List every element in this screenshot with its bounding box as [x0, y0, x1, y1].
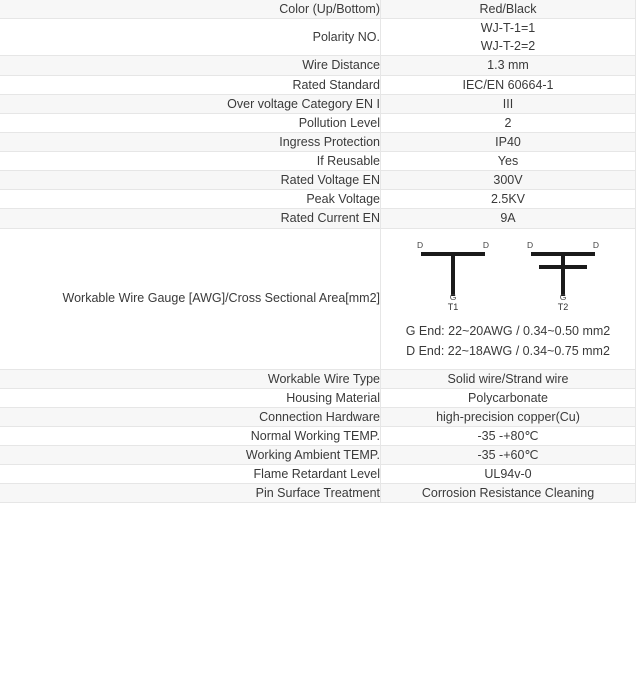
row-value: -35 -+80℃	[381, 426, 636, 445]
row-label: If Reusable	[0, 152, 381, 171]
row-value-line: WJ-T-1=1	[480, 21, 536, 36]
table-row	[0, 19, 636, 56]
table-row	[0, 388, 636, 407]
t1-vertical-bar-icon	[451, 252, 455, 296]
row-value: UL94v-0	[381, 465, 636, 484]
row-label: Connection Hardware	[0, 407, 381, 426]
row-label: Rated Standard	[0, 75, 381, 94]
table-row	[0, 190, 636, 209]
t1-name-label: T1	[447, 302, 459, 313]
table-row	[0, 484, 636, 503]
connector-diagram-t1	[411, 239, 495, 315]
wire-gauge-diagram	[381, 229, 635, 369]
table-row	[0, 171, 636, 190]
g-end-note: G End: 22~20AWG / 0.34~0.50 mm2	[405, 323, 611, 338]
row-value: 2.5KV	[381, 190, 636, 209]
row-value	[381, 19, 636, 56]
table-row	[0, 132, 636, 151]
row-value: 1.3 mm	[381, 56, 636, 75]
row-label: Polarity NO.	[0, 19, 381, 56]
row-label: Pollution Level	[0, 113, 381, 132]
table-row	[0, 446, 636, 465]
row-value-diagram	[381, 228, 636, 369]
row-value: Corrosion Resistance Cleaning	[381, 484, 636, 503]
row-label: Peak Voltage	[0, 190, 381, 209]
row-label: Workable Wire Type	[0, 369, 381, 388]
row-value: 2	[381, 113, 636, 132]
t1-right-label: D	[482, 239, 489, 250]
t1-left-label: D	[417, 239, 424, 250]
row-label: Rated Current EN	[0, 209, 381, 228]
table-row	[0, 56, 636, 75]
t1-bottom-label: G	[449, 292, 457, 303]
table-row	[0, 407, 636, 426]
row-value: IP40	[381, 132, 636, 151]
row-value: IEC/EN 60664-1	[381, 75, 636, 94]
row-value: 9A	[381, 209, 636, 228]
table-row	[0, 113, 636, 132]
row-label: Color (Up/Bottom)	[0, 0, 381, 19]
row-value: -35 -+60℃	[381, 446, 636, 465]
row-label: Ingress Protection	[0, 132, 381, 151]
row-label: Working Ambient TEMP.	[0, 446, 381, 465]
diagram-row	[385, 239, 631, 315]
row-value: Solid wire/Strand wire	[381, 369, 636, 388]
row-label: Over voltage Category EN I	[0, 94, 381, 113]
row-value: high-precision copper(Cu)	[381, 407, 636, 426]
row-label: Rated Voltage EN	[0, 171, 381, 190]
t2-vertical-bar-icon	[561, 252, 565, 296]
t2-right-label: D	[592, 239, 599, 250]
row-value: III	[381, 94, 636, 113]
row-value: Polycarbonate	[381, 388, 636, 407]
table-row-wire-gauge	[0, 228, 636, 369]
row-label: Housing Material	[0, 388, 381, 407]
row-value-line: WJ-T-2=2	[480, 39, 536, 54]
table-row	[0, 94, 636, 113]
row-value: Yes	[381, 152, 636, 171]
d-end-note: D End: 22~18AWG / 0.34~0.75 mm2	[406, 343, 610, 358]
table-row	[0, 75, 636, 94]
t2-name-label: T2	[557, 302, 569, 313]
connector-diagram-t2	[521, 239, 605, 315]
table-row	[0, 152, 636, 171]
row-value: 300V	[381, 171, 636, 190]
table-row	[0, 0, 636, 19]
table-row	[0, 209, 636, 228]
row-label: Normal Working TEMP.	[0, 426, 381, 445]
table-row	[0, 465, 636, 484]
t2-left-label: D	[527, 239, 534, 250]
row-label: Workable Wire Gauge [AWG]/Cross Sectional Area[mm2]	[0, 228, 381, 369]
row-label: Flame Retardant Level	[0, 465, 381, 484]
row-label: Wire Distance	[0, 56, 381, 75]
table-row	[0, 369, 636, 388]
t2-bottom-label: G	[559, 292, 567, 303]
row-value: Red/Black	[381, 0, 636, 19]
table-row	[0, 426, 636, 445]
row-label: Pin Surface Treatment	[0, 484, 381, 503]
